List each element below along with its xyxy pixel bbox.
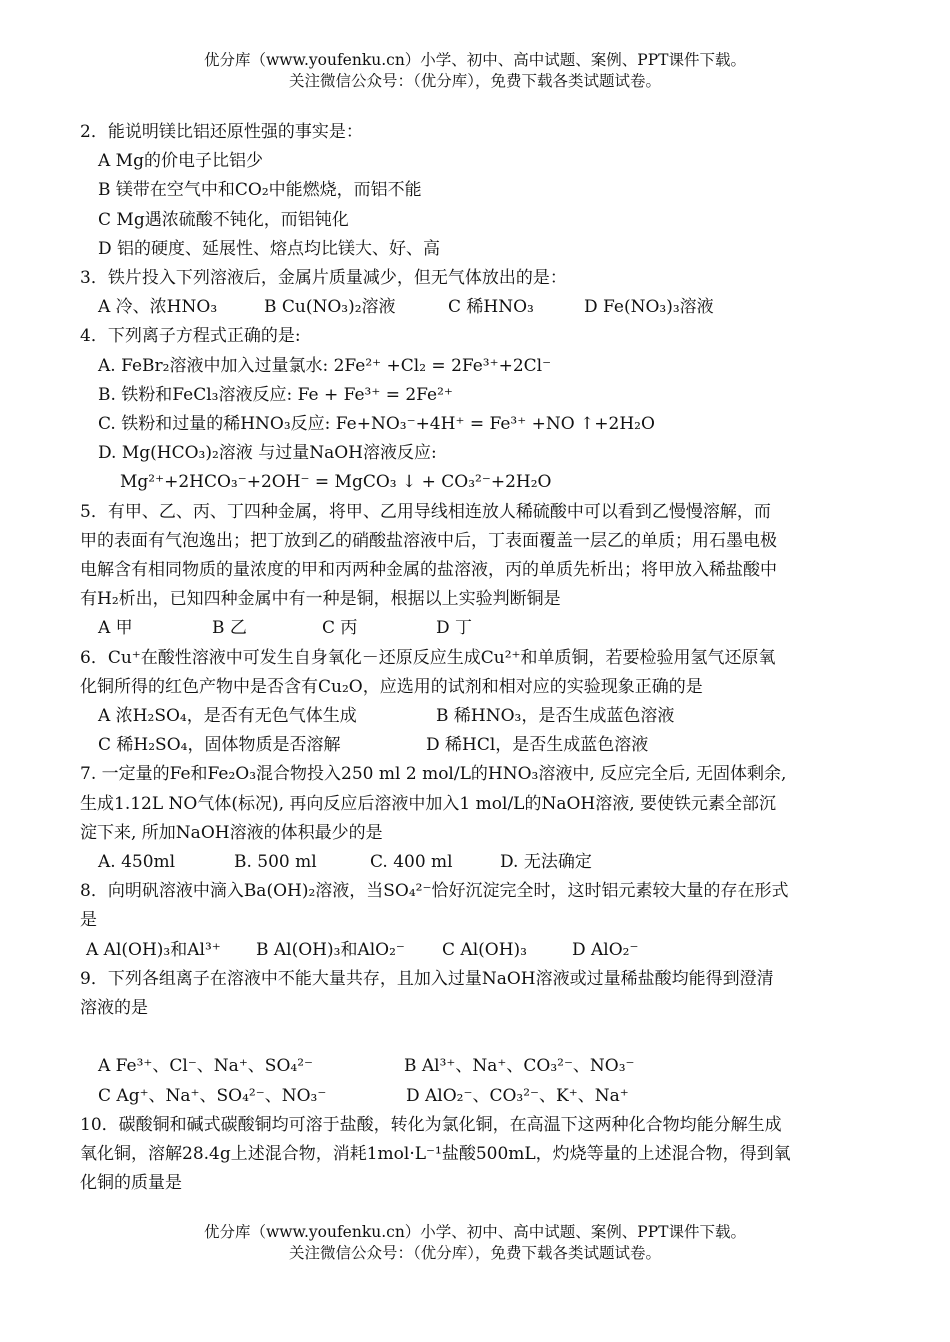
q7-option-b: B. 500 ml [234, 852, 317, 873]
q5-line-4: 有H₂析出，已知四种金属中有一种是铜，根据以上实验判断铜是 [80, 589, 561, 610]
page-header [0, 50, 950, 92]
q5-options [80, 614, 872, 643]
q9-option-a: A Fe³⁺、Cl⁻、Na⁺、SO₄²⁻ [98, 1056, 313, 1077]
q8-line-2: 是 [80, 910, 97, 931]
q5-option-d: D 丁 [436, 618, 473, 639]
q9-options-ab [80, 1052, 872, 1081]
q7-option-c: C. 400 ml [370, 852, 453, 873]
q10-line-2: 氧化铜，溶解28.4g上述混合物，消耗1mol·L⁻¹盐酸500mL，灼烧等量的上述混合物，得到氧 [80, 1143, 791, 1164]
q7-line-1: 7. 一定量的Fe和Fe₂O₃混合物投入250 ml 2 mol/L的HNO₃溶液中, 反应完全后, 无固体剩余, [80, 764, 787, 785]
page-footer [0, 1222, 950, 1264]
q2-stem: 2．能说明镁比铝还原性强的事实是： [80, 122, 363, 142]
q4-option-d: D. Mg(HCO₃)₂溶液 与过量NaOH溶液反应: [98, 443, 437, 464]
q6-line-2: 化铜所得的红色产物中是否含有Cu₂O，应选用的试剂和相对应的实验现象正确的是 [80, 676, 703, 697]
q9-option-c: C Ag⁺、Na⁺、SO₄²⁻、NO₃⁻ [98, 1085, 327, 1106]
q5-option-a: A 甲 [98, 618, 133, 639]
q4-stem: 4．下列离子方程式正确的是: [80, 326, 301, 347]
q7-option-a: A. 450ml [98, 852, 176, 873]
q6-option-c: C 稀H₂SO₄，固体物质是否溶解 [98, 735, 341, 756]
q7-option-d: D. 无法确定 [500, 852, 592, 873]
q4-option-d-equation: Mg²⁺+2HCO₃⁻+2OH⁻ = MgCO₃ ↓ + CO₃²⁻+2H₂O [120, 472, 552, 493]
q3-option-d: D Fe(NO₃)₃溶液 [584, 297, 714, 318]
q9-options-cd [80, 1082, 872, 1111]
q9-line-1: 9．下列各组离子在溶液中不能大量共存，且加入过量NaOH溶液或过量稀盐酸均能得到澄清 [80, 968, 774, 989]
q2-option-a: A Mg的价电子比铝少 [98, 151, 263, 172]
q10-line-1: 10．碳酸铜和碱式碳酸铜均可溶于盐酸，转化为氯化铜，在高温下这两种化合物均能分解生成 [80, 1114, 782, 1135]
q9-option-b: B Al³⁺、Na⁺、CO₃²⁻、NO₃⁻ [404, 1056, 635, 1077]
q4-option-a: A. FeBr₂溶液中加入过量氯水: 2Fe²⁺ +Cl₂ = 2Fe³⁺+2Cl⁻ [98, 355, 552, 376]
q6-line-1: 6．Cu⁺在酸性溶液中可发生自身氧化－还原反应生成Cu²⁺和单质铜，若要检验用氢气还原氧 [80, 647, 776, 668]
q5-option-b: B 乙 [212, 618, 247, 639]
q5-line-3: 电解含有相同物质的量浓度的甲和丙两种金属的盐溶液，丙的单质先析出；将甲放入稀盐酸中 [80, 560, 777, 581]
q3-option-b: B Cu(NO₃)₂溶液 [264, 297, 396, 318]
q3-option-a: A 冷、浓HNO₃ [98, 297, 218, 318]
q10-line-3: 化铜的质量是 [80, 1173, 182, 1194]
q9-line-2: 溶液的是 [80, 998, 148, 1019]
q7-line-2: 生成1.12L NO气体(标况), 再向反应后溶液中加入1 mol/L的NaOH溶液, 要使铁元素全部沉 [80, 793, 777, 814]
header-line-2: 关注微信公众号：（优分库），免费下载各类试题试卷。 [288, 72, 661, 90]
q6-options-ab [80, 702, 872, 731]
q5-option-c: C 丙 [322, 618, 358, 639]
q3-stem: 3．铁片投入下列溶液后，金属片质量减少，但无气体放出的是： [80, 268, 567, 289]
q8-option-c: C Al(OH)₃ [442, 939, 527, 960]
q8-option-a: A Al(OH)₃和Al³⁺ [86, 939, 221, 960]
q2-option-c: C Mg遇浓硫酸不钝化，而铝钝化 [98, 209, 349, 230]
q5-line-2: 甲的表面有气泡逸出；把丁放到乙的硝酸盐溶液中后，丁表面覆盖一层乙的单质；用石墨电极 [80, 530, 777, 551]
q8-option-d: D AlO₂⁻ [572, 939, 639, 960]
q8-line-1: 8．向明矾溶液中滴入Ba(OH)₂溶液，当SO₄²⁻恰好沉淀完全时，这时铝元素较大量的存在形式 [80, 881, 789, 902]
q3-options [80, 293, 872, 322]
footer-line-2: 关注微信公众号：（优分库），免费下载各类试题试卷。 [288, 1244, 661, 1262]
q3-option-c: C 稀HNO₃ [448, 297, 534, 318]
q2-option-d: D 铝的硬度、延展性、熔点均比镁大、好、高 [98, 238, 441, 259]
q6-options-cd [80, 731, 872, 760]
q7-line-3: 淀下来, 所加NaOH溶液的体积最少的是 [80, 822, 383, 843]
q4-option-c: C. 铁粉和过量的稀HNO₃反应: Fe+NO₃⁻+4H⁺ = Fe³⁺ +NO ↑+2H₂O [98, 414, 655, 435]
q4-option-b: B. 铁粉和FeCl₃溶液反应: Fe + Fe³⁺ = 2Fe²⁺ [98, 384, 453, 405]
question-list [80, 118, 872, 1198]
q6-option-b: B 稀HNO₃，是否生成蓝色溶液 [436, 706, 675, 727]
q8-option-b: B Al(OH)₃和AlO₂⁻ [256, 939, 405, 960]
q8-options [80, 936, 872, 965]
q2-option-b: B 镁带在空气中和CO₂中能燃烧，而铝不能 [98, 180, 422, 201]
q9-option-d: D AlO₂⁻、CO₃²⁻、K⁺、Na⁺ [406, 1085, 629, 1106]
footer-line-1: 优分库（www.youfenku.cn）小学、初中、高中试题、案例、PPT课件下载。 [203, 1223, 747, 1241]
q6-option-d: D 稀HCl，是否生成蓝色溶液 [426, 735, 649, 756]
q5-line-1: 5．有甲、乙、丙、丁四种金属，将甲、乙用导线相连放人稀硫酸中可以看到乙慢慢溶解，而 [80, 501, 771, 522]
header-line-1: 优分库（www.youfenku.cn）小学、初中、高中试题、案例、PPT课件下载。 [203, 51, 747, 69]
q6-option-a: A 浓H₂SO₄，是否有无色气体生成 [98, 706, 357, 727]
q7-options [80, 848, 872, 877]
blank-spacer [80, 1023, 872, 1052]
